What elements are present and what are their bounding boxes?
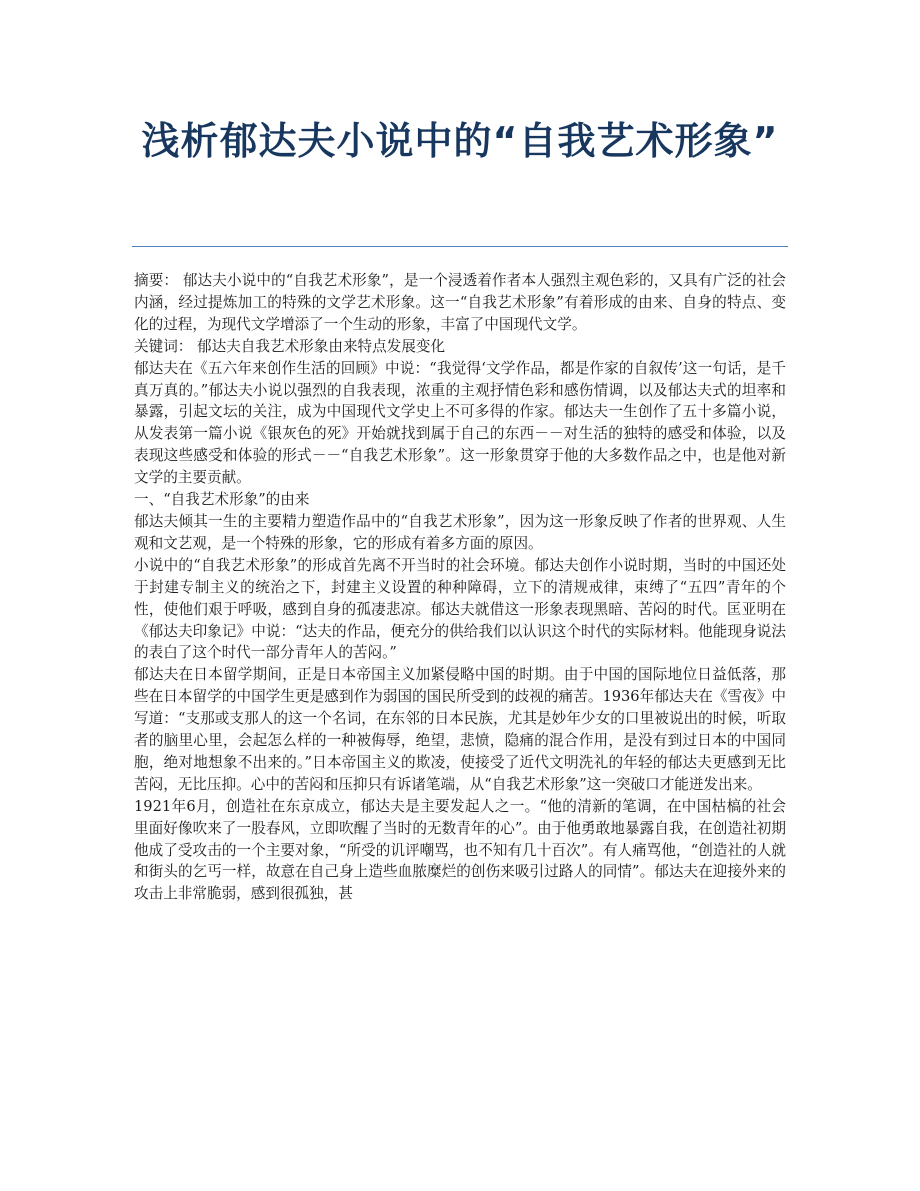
title-divider [132, 246, 788, 247]
section-heading: 一、“自我艺术形象”的由来 [134, 491, 310, 509]
document-body [134, 270, 786, 905]
body-paragraph: 郁达夫倾其一生的主要精力塑造作品中的“自我艺术形象”，因为这一形象反映了作者的世界观、人生观和文艺观，是一个特殊的形象，它的形成有着多方面的原因。 [134, 512, 786, 552]
document-title: 浅析郁达夫小说中的“自我艺术形象” [141, 119, 779, 163]
body-paragraph: 1921年6月，创造社在东京成立，郁达夫是主要发起人之一。“他的清新的笔调，在中国枯槁的社会里面好像吹来了一股春风，立即吹醒了当时的无数青年的心”。由于他勇敢地暴露自我，在创造社初期他成了受攻击的一个主要对象，“所受的讥评嘲骂，也不知有几十百次”。有人痛骂他，“创造社的人就和街头的乞丐一样，故意在自己身上造些血脓糜烂的创伤来吸引过路人的同情”。郁达夫在迎接外来的攻击上非常脆弱，感到很孤独，甚 [134, 797, 786, 903]
intro-paragraph: 郁达夫在《五六年来创作生活的回顾》中说：“我觉得‘文学作品，都是作家的自叙传’这一句话，是千真万真的。”郁达夫小说以强烈的自我表现，浓重的主观抒情色彩和感伤情调，以及郁达夫式的坦率和暴露，引起文坛的关注，成为中国现代文学史上不可多得的作家。郁达夫一生创作了五十多篇小说，从发表第一篇小说《银灰色的死》开始就找到属于自己的东西－－对生活的独特的感受和体验，以及表现这些感受和体验的形式－－“自我艺术形象”。这一形象贯穿于他的大多数作品之中，也是他对新文学的主要贡献。 [134, 359, 786, 487]
body-paragraph: 郁达夫在日本留学期间，正是日本帝国主义加紧侵略中国的时期。由于中国的国际地位日益低落，那些在日本留学的中国学生更是感到作为弱国的国民所受到的歧视的痛苦。1936年郁达夫在《雪夜》中写道：“支那或支那人的这一个名词，在东邻的日本民族，尤其是妙年少女的口里被说出的时候，听取者的脑里心里，会起怎么样的一种被侮辱，绝望，悲愤，隐痛的混合作用，是没有到过日本的中国同胞，绝对地想象不出来的。”日本帝国主义的欺凌，使接受了近代文明洗礼的年轻的郁达夫更感到无比苦闷，无比压抑。心中的苦闷和压抑只有诉诸笔端，从“自我艺术形象”这一突破口才能迸发出来。 [134, 666, 786, 793]
abstract-paragraph: 摘要： 郁达夫小说中的“自我艺术形象”，是一个浸透着作者本人强烈主观色彩的，又具有广泛的社会内涵，经过提炼加工的特殊的文学艺术形象。这一“自我艺术形象”有着形成的由来、自身的特点、变化的过程，为现代文学增添了一个生动的形象，丰富了中国现代文学。 [134, 272, 786, 333]
body-paragraph: 小说中的“自我艺术形象”的形成首先离不开当时的社会环境。郁达夫创作小说时期，当时的中国还处于封建专制主义的统治之下，封建主义设置的种种障碍，立下的清规戒律，束缚了“五四”青年的个性，使他们艰于呼吸，感到自身的孤凄悲凉。郁达夫就借这一形象表现黑暗、苦闷的时代。匡亚明在《郁达夫印象记》中说：“达夫的作品，便充分的供给我们以认识这个时代的实际材料。他能现身说法的表白了这个时代一部分青年人的苦闷。” [134, 556, 786, 662]
keywords-paragraph: 关键词： 郁达夫自我艺术形象由来特点发展变化 [134, 337, 446, 355]
